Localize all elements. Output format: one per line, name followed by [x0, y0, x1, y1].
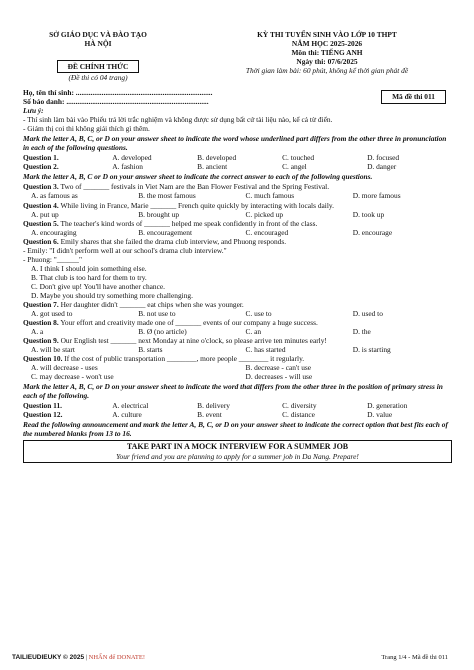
- option-d: D. used to: [352, 308, 383, 318]
- question-2: [23, 162, 452, 171]
- option-a: A. as famous as: [31, 191, 78, 201]
- option-b: B. the most famous: [138, 191, 196, 201]
- option-d: D. generation: [367, 401, 408, 411]
- department-block: [23, 30, 173, 82]
- question-label: Question 1.: [23, 153, 59, 163]
- time-allowed: Thời gian làm bài: 60 phút, không kể thời gian phát đề: [245, 66, 409, 76]
- option-c: C. distance: [282, 410, 315, 420]
- candidate-number-field: Số báo danh: .............................................................................: [23, 97, 209, 107]
- question-10-stem: [23, 354, 452, 363]
- option-a: A. got used to: [31, 308, 73, 318]
- question-8-stem: [23, 318, 452, 327]
- question-4-stem: [23, 201, 452, 210]
- question-label: Question 12.: [23, 410, 63, 420]
- school-year: NĂM HỌC 2025-2026: [291, 39, 363, 49]
- option-a: A. culture: [112, 410, 142, 420]
- option-c: C. Don't give up! You'll have another chance.: [31, 281, 166, 291]
- notes-title: Lưu ý:: [23, 106, 44, 116]
- option-b: B. delivery: [197, 401, 230, 411]
- option-c: C. use to: [245, 308, 272, 318]
- donate-link[interactable]: NHẤN để DONATE!: [88, 654, 145, 662]
- question-3-options: [23, 191, 452, 200]
- option-d: D. danger: [367, 162, 397, 172]
- option-c: C. angel: [282, 162, 307, 172]
- option-a: A. electrical: [112, 401, 149, 411]
- option-b: B. starts: [138, 345, 163, 354]
- option-a: A. a: [31, 326, 44, 336]
- department-line-1: SỞ GIÁO DỤC VÀ ĐÀO TẠO: [49, 30, 147, 39]
- question-1: [23, 153, 452, 162]
- instruction-correct-answer: Mark the letter A, B, C or D on your answer sheet to indicate the correct answer to each of the following questions.: [23, 172, 373, 182]
- exam-title: KỲ THI TUYỂN SINH VÀO LỚP 10 THPT: [257, 30, 397, 39]
- question-label: Question 10.: [23, 354, 63, 364]
- option-c: C. diversity: [282, 401, 317, 411]
- question-4-options: [23, 210, 452, 219]
- option-b: B. brought up: [138, 209, 180, 219]
- question-7-stem: [23, 300, 452, 309]
- announcement-subtitle: Your friend and you are planning to apply for a summer job in Da Nang. Prepare!: [116, 452, 359, 462]
- footer-separator: |: [84, 654, 89, 662]
- option-d: D. took up: [352, 209, 385, 219]
- question-text: Emily shares that she failed the drama club interview, and Phuong responds.: [60, 236, 287, 246]
- exam-date: Ngày thi: 07/6/2025: [296, 57, 358, 67]
- option-d: D. more famous: [352, 191, 401, 201]
- exam-code-box: Mã đề thi 011: [381, 90, 446, 104]
- option-d: D. encourage: [352, 227, 393, 237]
- option-b: B. event: [197, 410, 222, 420]
- question-5-options: [23, 228, 452, 237]
- option-d: D. decreases - will use: [245, 372, 313, 382]
- question-label: Question 5.: [23, 218, 59, 228]
- option-b: B. ancient: [197, 162, 228, 172]
- question-text: Two of _______ festivals in Viet Nam are the Ban Flower Festival and the Spring Festival.: [60, 182, 330, 192]
- option-a: A. put up: [31, 209, 59, 219]
- option-a: A. will decrease - uses: [31, 363, 98, 373]
- question-8-options: [23, 327, 452, 336]
- question-10-options-row-1: [23, 363, 452, 372]
- pages-note: (Đề thi có 04 trang): [68, 73, 128, 83]
- question-label: Question 6.: [23, 236, 59, 246]
- option-d: D. the: [352, 326, 371, 336]
- option-c: C. touched: [282, 153, 315, 163]
- option-a: A. developed: [112, 153, 152, 163]
- subject: Môn thi: TIẾNG ANH: [291, 48, 363, 58]
- department-line-2: HÀ NỘI: [84, 39, 112, 49]
- question-6-stem: [23, 237, 452, 246]
- candidate-fields: [23, 88, 213, 106]
- question-text: While living in France, Marie _______ French quite quickly by interacting with locals daily.: [60, 200, 334, 210]
- question-6-dialogue-2: - Phuong: "______": [23, 254, 83, 264]
- question-6-dialogue-1: - Emily: "I didn't perform well at our school's drama club interview.": [23, 245, 227, 255]
- question-text: Her daughter didn't _______ eat chips when she was younger.: [60, 299, 244, 309]
- question-7-options: [23, 309, 452, 318]
- candidate-name-field: Họ, tên thí sinh: ..........................................................................: [23, 88, 213, 98]
- question-text: Our English test _______ next Monday at nine o'clock, so please arrive ten minutes early!: [60, 335, 327, 345]
- question-9-options: [23, 345, 452, 354]
- option-d: D. is starting: [352, 345, 391, 354]
- option-b: B. developed: [197, 153, 237, 163]
- announcement-title: TAKE PART IN A MOCK INTERVIEW FOR A SUMMER JOB: [126, 442, 349, 452]
- question-label: Question 7.: [23, 299, 59, 309]
- option-a: A. will be start: [31, 345, 75, 354]
- option-b: B. Ø (no article): [138, 326, 187, 336]
- note-2: - Giám thị coi thi không giải thích gì thêm.: [23, 124, 150, 134]
- question-text: If the cost of public transportation ________, more people ________ it regularly.: [64, 354, 305, 364]
- announcement-box: [23, 440, 452, 463]
- option-b: B. encouragement: [138, 227, 193, 237]
- option-d: D. Maybe you should try something more challenging.: [31, 290, 193, 300]
- footer-brand: [12, 654, 145, 662]
- page-number: Trang 1/4 - Mã đề thi 011: [381, 654, 448, 662]
- option-b: B. decrease - can't use: [245, 363, 312, 373]
- official-badge: ĐỀ CHÍNH THỨC: [57, 60, 140, 73]
- option-c: C. has started: [245, 345, 286, 354]
- question-5-stem: [23, 219, 452, 228]
- note-1: - Thí sinh làm bài vào Phiếu trả lời trắc nghiệm và không được sử dụng bất cứ tài liệu nào, kể cả từ điển.: [23, 115, 333, 125]
- option-b: B. That club is too hard for them to try.: [31, 272, 147, 282]
- brand-text: TAILIEUDIEUKY © 2025: [12, 654, 85, 662]
- question-text: Your effort and creativity made one of _______ events of our company a huge success.: [60, 317, 318, 327]
- option-c: C. encouraged: [245, 227, 289, 237]
- instruction-pronunciation: Mark the letter A, B, C, or D on your answer sheet to indicate the word whose underlined part differs from the other three in pronunciation in each of the following questions.: [23, 134, 447, 153]
- instruction-announcement: Read the following announcement and mark the letter A, B, C, or D on your answer sheet to indicate the correct option that best fits each of the numbered blanks from 13 to 16.: [23, 420, 448, 439]
- option-c: C. may decrease - won't use: [31, 372, 114, 382]
- page-footer: [12, 654, 448, 662]
- option-d: D. value: [367, 410, 393, 420]
- option-d: D. focused: [367, 153, 400, 163]
- question-label: Question 11.: [23, 401, 63, 411]
- question-9-stem: [23, 336, 452, 345]
- question-label: Question 2.: [23, 162, 59, 172]
- option-c: C. an: [245, 326, 262, 336]
- option-a: A. I think I should join something else.: [31, 263, 147, 273]
- question-label: Question 4.: [23, 200, 59, 210]
- candidate-row: [23, 88, 452, 106]
- question-11: [23, 401, 452, 410]
- question-12: [23, 410, 452, 419]
- question-text: The teacher's kind words of _______ helped me speak confidently in front of the class.: [60, 218, 318, 228]
- question-3-stem: [23, 182, 452, 191]
- question-label: Question 9.: [23, 335, 59, 345]
- question-label: Question 8.: [23, 317, 59, 327]
- option-c: C. picked up: [245, 209, 284, 219]
- exam-info-block: [202, 30, 452, 82]
- option-a: A. encouraging: [31, 227, 77, 237]
- instruction-stress: Mark the letter A, B, C, or D on your answer sheet to indicate the word that differs from the other three in the position of primary stress in each of the following.: [23, 382, 443, 401]
- question-10-options-row-2: [23, 372, 452, 381]
- exam-header: [23, 30, 452, 82]
- option-c: C. much famous: [245, 191, 295, 201]
- option-b: B. not use to: [138, 308, 176, 318]
- option-a: A. fashion: [112, 162, 143, 172]
- question-label: Question 3.: [23, 182, 59, 192]
